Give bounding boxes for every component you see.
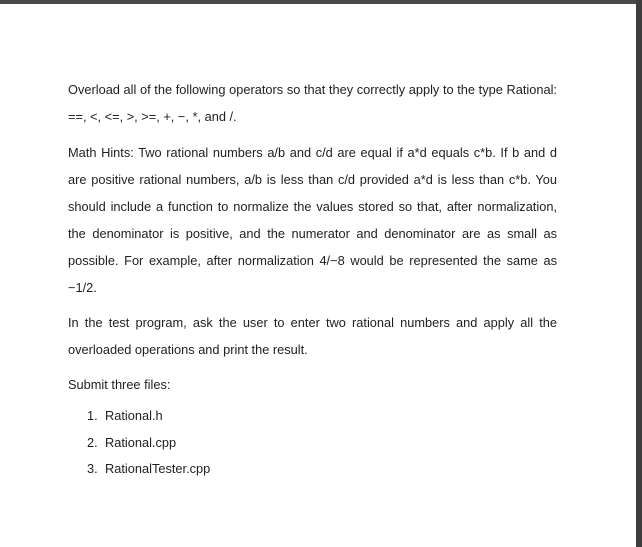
paragraph-overload-instructions: Overload all of the following operators so that they correctly apply to the type Rational: ==, <, <=, >, >=, +, −, *, and /. xyxy=(68,82,557,124)
list-item-filename: RationalTester.cpp xyxy=(105,461,211,476)
paragraph-submit-heading: Submit three files: xyxy=(68,377,171,392)
paragraph-test-program: In the test program, ask the user to enter two rational numbers and apply all the overloaded operations and print the result. xyxy=(68,315,557,357)
list-item xyxy=(87,403,557,430)
file-list xyxy=(68,403,557,483)
paragraph-math-hints: Math Hints: Two rational numbers a/b and c/d are equal if a*d equals c*b. If b and d are positive rational numbers, a/b is less than c/d provided a*d is less than c*b. You should include a function to normalize the values stored so that, after normalization, the denominator is positive, and the numerator and denominator are as small as possible. For example, after normalization 4/−8 would be represented the same as −1/2. xyxy=(68,145,557,295)
list-item-number: 1. xyxy=(87,408,98,423)
list-item xyxy=(87,456,557,483)
document-page xyxy=(0,4,636,547)
list-item-number: 3. xyxy=(87,461,98,476)
list-item-filename: Rational.cpp xyxy=(105,434,177,450)
list-item-filename: Rational.h xyxy=(105,408,163,423)
list-item-number: 2. xyxy=(87,434,98,450)
viewer-scroll-gutter xyxy=(636,0,642,547)
document-content xyxy=(68,76,557,483)
list-item xyxy=(87,430,557,457)
